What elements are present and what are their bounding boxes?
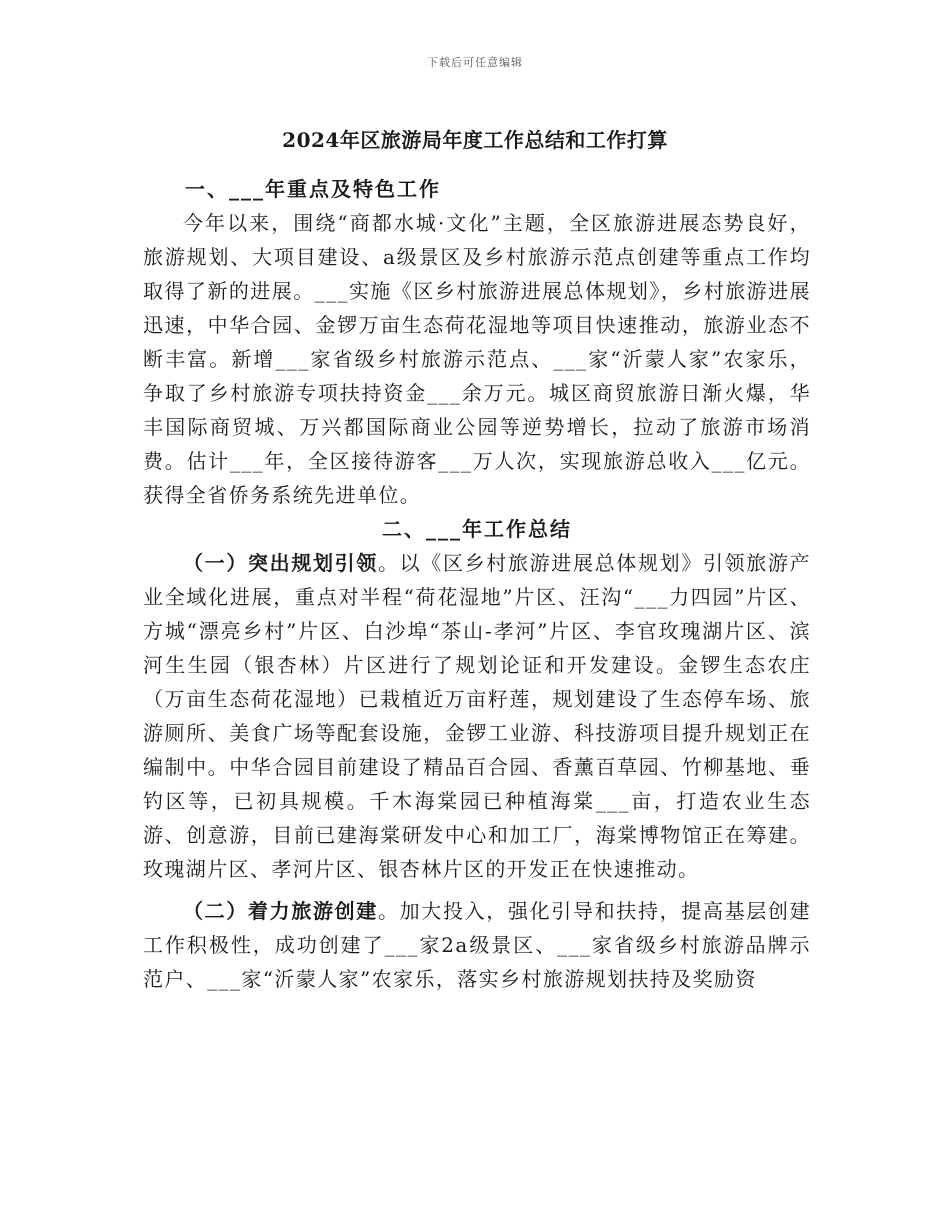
paragraph-gap bbox=[143, 886, 811, 894]
section-1-heading: 一、___年重点及特色工作 bbox=[185, 177, 441, 201]
document-body bbox=[143, 172, 811, 996]
item-1-paragraph bbox=[143, 546, 811, 886]
section-1-paragraph: 今年以来，围绕“商都水城·文化”主题，全区旅游进展态势良好，旅游规划、大项目建设、a级景区及乡村旅游示范点创建等重点工作均取得了新的进展。___实施《区乡村旅游进展总体规划》，乡村旅游进展迅速，中华合园、金锣万亩生态荷花湿地等项目快速推动，旅游业态不断丰富。新增___家省级乡村旅游示范点、___家“沂蒙人家”农家乐，争取了乡村旅游专项扶持资金___余万元。城区商贸旅游日渐火爆，华丰国际商贸城、万兴都国际商业公园等逆势增长，拉动了旅游市场消费。估计___年，全区接待游客___万人次，实现旅游总收入___亿元。获得全省侨务系统先进单位。 bbox=[143, 211, 811, 507]
item-2-text: 。加大投入，强化引导和扶持，提高基层创建工作积极性，成功创建了___家2a级景区、___家省级乡村旅游品牌示范户、___家“沂蒙人家”农家乐，落实乡村旅游规划扶持及奖励资 bbox=[143, 899, 811, 991]
item-2-lead: （二）着力旅游创建 bbox=[183, 899, 378, 923]
page-header-note: 下载后可任意编辑 bbox=[427, 56, 523, 69]
item-2-paragraph bbox=[143, 894, 811, 996]
item-1-lead: （一）突出规划引领 bbox=[183, 551, 378, 575]
item-1-text: 。以《区乡村旅游进展总体规划》引领旅游产业全域化进展，重点对半程“荷花湿地”片区、汪沟“___力四园”片区、方城“漂亮乡村”片区、白沙埠“茶山-孝河”片区、李官玫瑰湖片区、滨河生生园（银杏林）片区进行了规划论证和开发建设。金锣生态农庄（万亩生态荷花湿地）已栽植近万亩籽莲，规划建设了生态停车场、旅游厕所、美食广场等配套设施，金锣工业游、科技游项目提升规划正在编制中。中华合园目前建设了精品百合园、香薰百草园、竹柳基地、垂钓区等，已初具规模。千木海棠园已种植海棠___亩，打造农业生态游、创意游，目前已建海棠研发中心和加工厂，海棠博物馆正在筹建。玫瑰湖片区、孝河片区、银杏林片区的开发正在快速推动。 bbox=[143, 551, 811, 881]
document-title: 2024年区旅游局年度工作总结和工作打算 bbox=[282, 128, 668, 152]
section-2-heading: 二、___年工作总结 bbox=[382, 517, 572, 541]
